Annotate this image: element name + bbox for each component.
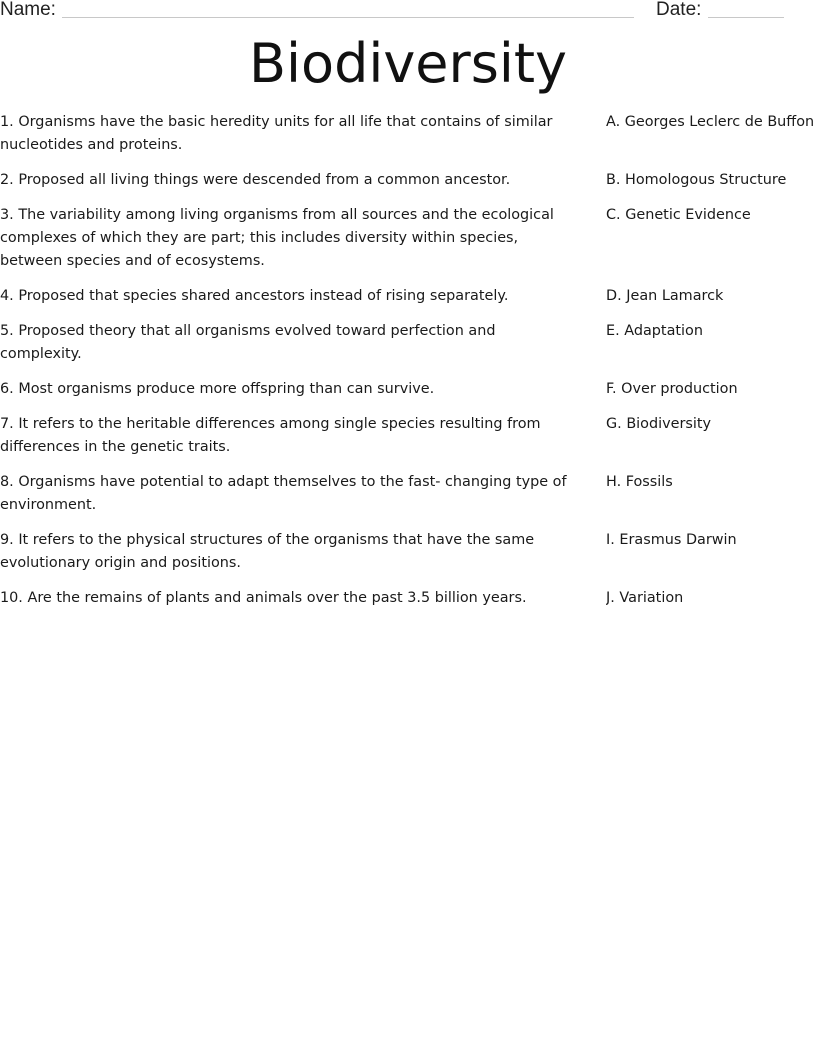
answer-text: Adaptation [624,323,703,339]
question-number: 7. [0,416,14,432]
answer-letter: D. [606,288,622,304]
question-5 [0,320,590,366]
worksheet-header [0,0,816,24]
question-text: Are the remains of plants and animals over the past 3.5 billion years. [27,590,527,606]
question-text: Organisms have potential to adapt themselves to the fast- changing type of environment. [0,474,567,513]
question-text: Proposed theory that all organisms evolved toward perfection and complexity. [0,323,496,362]
matching-row-1 [0,111,816,157]
answer-j [606,587,816,610]
matching-row-6 [0,378,816,401]
answer-b [606,169,816,192]
answer-h [606,471,816,517]
date-label: Date: [656,0,702,20]
question-1 [0,111,590,157]
answer-text: Biodiversity [626,416,712,432]
answer-letter: I. [606,532,615,548]
question-6 [0,378,590,401]
matching-row-8 [0,471,816,517]
matching-row-9 [0,529,816,575]
answer-text: Erasmus Darwin [619,532,737,548]
question-number: 2. [0,172,14,188]
answer-text: Genetic Evidence [625,207,751,223]
answer-text: Fossils [625,474,673,490]
question-7 [0,413,590,459]
question-text: It refers to the heritable differences among single species resulting from differences in the genetic traits. [0,416,541,455]
answer-text: Georges Leclerc de Buffon [624,114,815,130]
matching-row-4 [0,285,816,308]
matching-list [0,111,816,622]
answer-letter: G. [606,416,622,432]
question-2 [0,169,590,192]
answer-a [606,111,816,157]
answer-letter: B. [606,172,621,188]
question-number: 1. [0,114,14,130]
question-number: 4. [0,288,14,304]
answer-d [606,285,816,308]
page-title: Biodiversity [248,32,567,95]
answer-text: Jean Lamarck [626,288,724,304]
question-number: 10. [0,590,23,606]
question-3 [0,204,590,273]
answer-letter: E. [606,323,620,339]
question-number: 5. [0,323,14,339]
question-number: 3. [0,207,14,223]
question-8 [0,471,590,517]
question-4 [0,285,590,308]
answer-c [606,204,816,273]
answer-letter: A. [606,114,621,130]
answer-e [606,320,816,366]
question-text: Most organisms produce more offspring than can survive. [18,381,435,397]
answer-letter: F. [606,381,617,397]
answer-letter: J. [606,590,615,606]
answer-text: Variation [619,590,684,606]
question-number: 8. [0,474,14,490]
answer-g [606,413,816,459]
question-text: Organisms have the basic heredity units for all life that contains of similar nucleotides and proteins. [0,114,553,153]
matching-row-7 [0,413,816,459]
name-field[interactable] [62,17,634,18]
answer-f [606,378,816,401]
question-text: Proposed that species shared ancestors instead of rising separately. [18,288,509,304]
matching-row-3 [0,204,816,273]
question-text: Proposed all living things were descended from a common ancestor. [18,172,511,188]
question-9 [0,529,590,575]
answer-letter: H. [606,474,622,490]
matching-row-5 [0,320,816,366]
answer-i [606,529,816,575]
answer-text: Over production [621,381,738,397]
question-text: It refers to the physical structures of the organisms that have the same evolutionary origin and positions. [0,532,535,571]
answer-letter: C. [606,207,621,223]
matching-row-10 [0,587,816,610]
date-field[interactable] [708,17,784,18]
matching-row-2 [0,169,816,192]
question-number: 6. [0,381,14,397]
question-number: 9. [0,532,14,548]
question-text: The variability among living organisms from all sources and the ecological complexes of which they are part; this includes diversity within species, between species and of ecosystems. [0,207,554,269]
name-label: Name: [0,0,56,20]
question-10 [0,587,590,610]
answer-text: Homologous Structure [625,172,787,188]
